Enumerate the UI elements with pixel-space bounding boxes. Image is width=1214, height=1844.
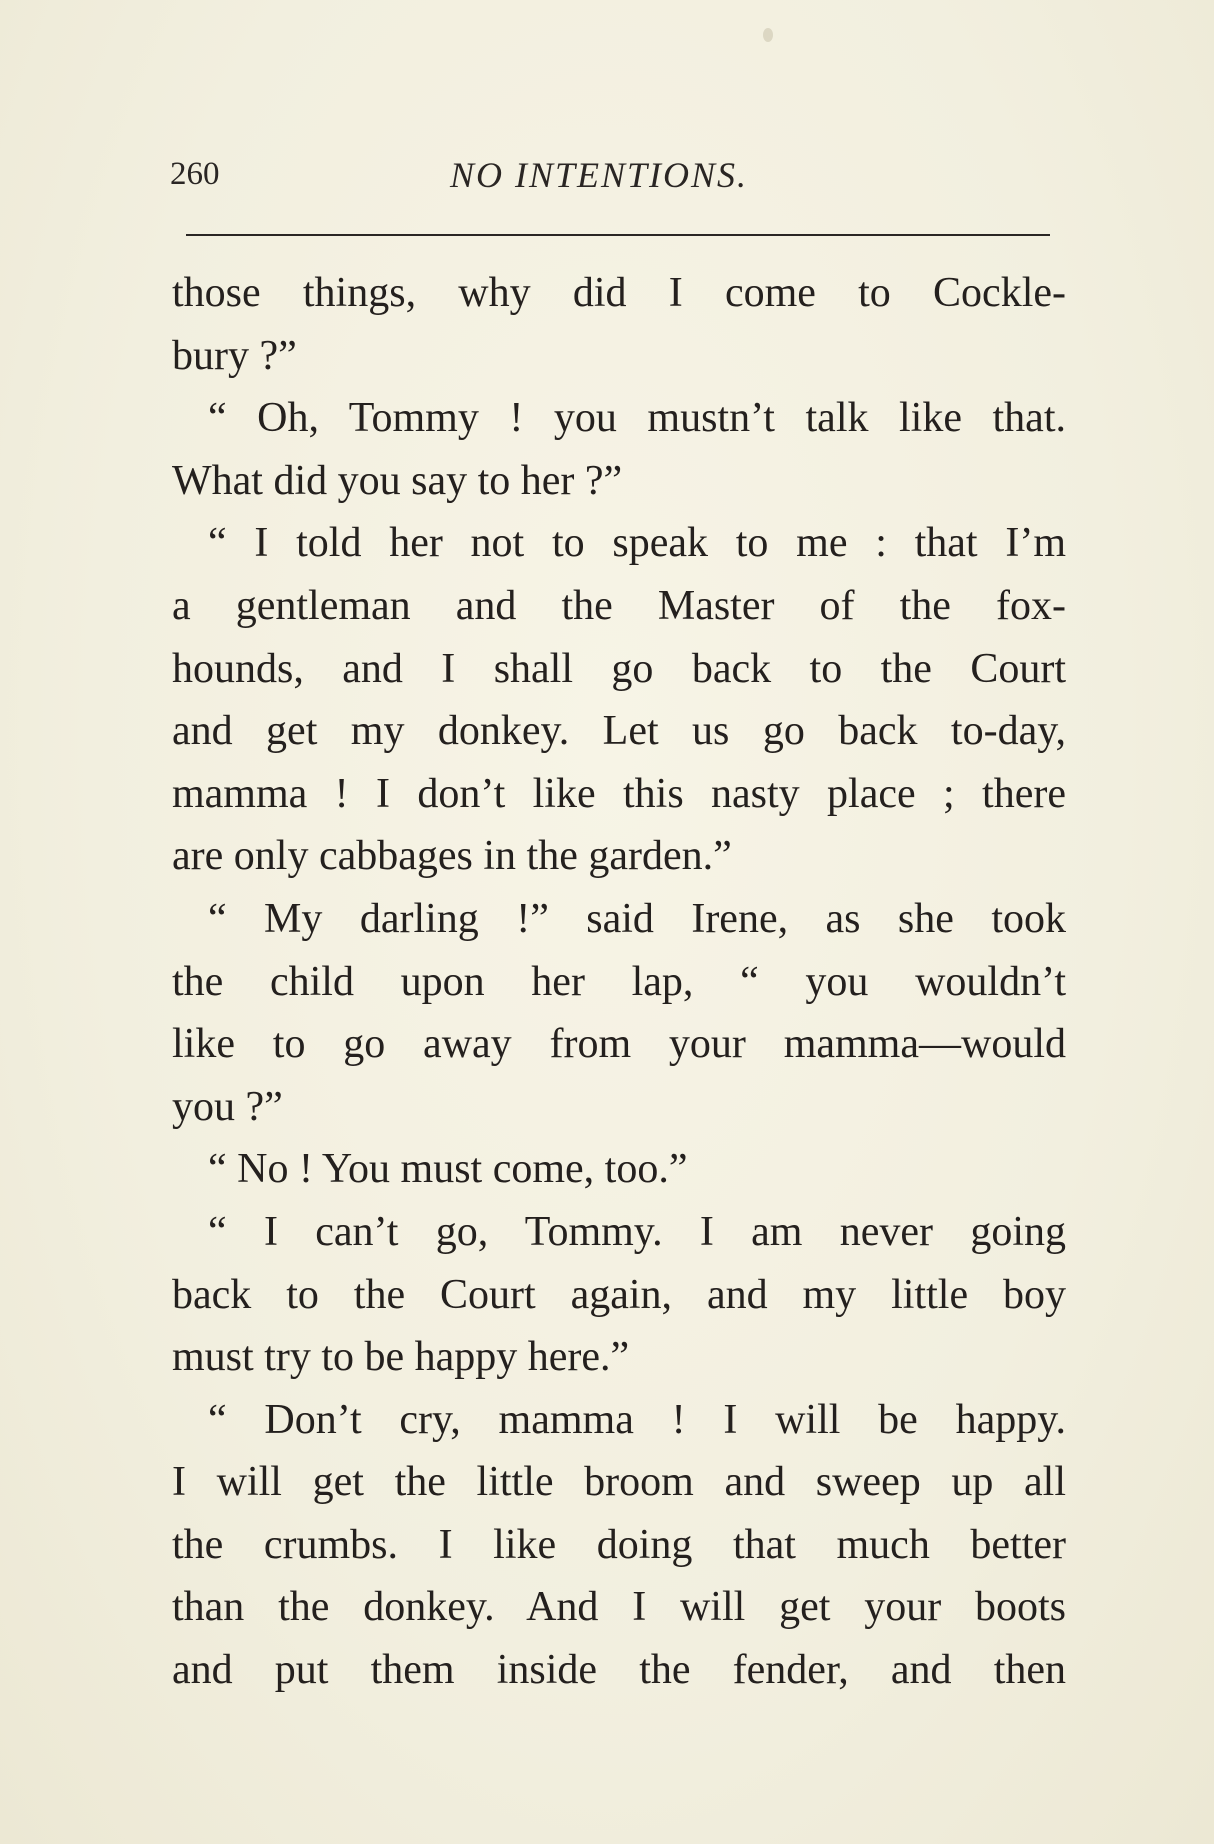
text-line: must try to be happy here.” bbox=[172, 1334, 630, 1381]
running-head bbox=[170, 150, 1070, 200]
text-line: bury ?” bbox=[172, 332, 297, 379]
text-line: the child upon her lap, “ you wouldn’t bbox=[172, 958, 1066, 1005]
text-line: “ I can’t go, Tommy. I am never going bbox=[208, 1208, 1066, 1255]
text-line: “ Don’t cry, mamma ! I will be happy. bbox=[208, 1396, 1066, 1443]
page-number: 260 bbox=[170, 156, 220, 192]
paper-blemish bbox=[763, 28, 773, 42]
text-line: “ My darling !” said Irene, as she took bbox=[208, 895, 1066, 942]
text-line: “ I told her not to speak to me : that I’m bbox=[208, 520, 1066, 567]
text-line: What did you say to her ?” bbox=[172, 457, 623, 504]
text-line: back to the Court again, and my little boy bbox=[172, 1271, 1066, 1318]
text-line: mamma ! I don’t like this nasty place ; there bbox=[172, 770, 1066, 817]
header-rule bbox=[186, 234, 1050, 236]
text-line: and put them inside the fender, and then bbox=[172, 1647, 1066, 1694]
text-line: I will get the little broom and sweep up all bbox=[172, 1459, 1066, 1506]
text-line: those things, why did I come to Cockle- bbox=[172, 270, 1066, 316]
text-line: you ?” bbox=[172, 1083, 283, 1130]
text-line: and get my donkey. Let us go back to-day, bbox=[172, 708, 1066, 755]
text-line: “ No ! You must come, too.” bbox=[208, 1146, 688, 1193]
running-title: NO INTENTIONS. bbox=[450, 155, 749, 195]
text-line: “ Oh, Tommy ! you mustn’t talk like that. bbox=[208, 395, 1066, 442]
text-line: than the donkey. And I will get your boots bbox=[172, 1584, 1066, 1631]
text-line: hounds, and I shall go back to the Court bbox=[172, 645, 1066, 692]
text-line: like to go away from your mamma—would bbox=[172, 1021, 1066, 1068]
text-line: are only cabbages in the garden.” bbox=[172, 833, 732, 880]
text-line: a gentleman and the Master of the fox- bbox=[172, 582, 1066, 629]
body-text bbox=[172, 262, 1066, 1702]
text-line: the crumbs. I like doing that much better bbox=[172, 1521, 1066, 1568]
